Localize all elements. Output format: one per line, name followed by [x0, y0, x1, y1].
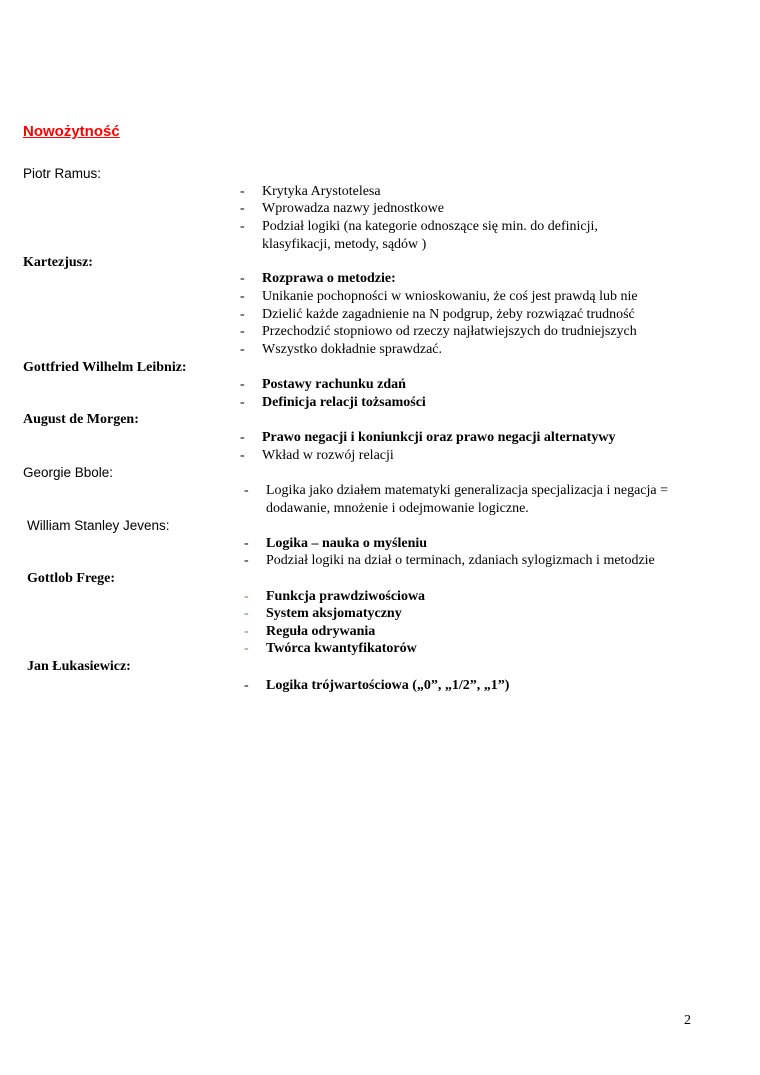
bullet-dash: -: [244, 553, 249, 568]
bullet-dash: -: [244, 589, 249, 604]
bullet-dash: -: [240, 377, 245, 392]
bullet-dash: -: [240, 271, 245, 286]
list-item-text: Logika – nauka o myśleniu: [266, 536, 428, 551]
list-item-text: Postawy rachunku zdań: [262, 377, 406, 392]
list-item-text: Reguła odrywania: [266, 624, 376, 639]
list-item: [242, 482, 702, 517]
list-item: [238, 288, 708, 306]
list-item-text: Prawo negacji i koniunkcji oraz prawo negacji alternatywy: [262, 430, 616, 445]
list-item: [238, 270, 708, 288]
person-name-piotr-ramus: Piotr Ramus:: [23, 166, 102, 181]
list-item: [242, 640, 712, 658]
list-item: [238, 376, 708, 394]
list-item: [242, 588, 712, 606]
list-item: [242, 623, 712, 641]
bullet-dash: -: [240, 201, 245, 216]
page-title: Nowożytność: [23, 123, 120, 140]
bullet-dash: -: [240, 324, 245, 339]
list-item: [238, 218, 658, 253]
list-item-text: System aksjomatyczny: [266, 606, 402, 621]
person-name-kartezjusz: Kartezjusz:: [23, 255, 93, 270]
list-item: [242, 677, 712, 695]
list-item: [238, 341, 708, 359]
list-item: [242, 535, 712, 553]
list-item-text: Unikanie pochopności w wnioskowaniu, że coś jest prawdą lub nie: [262, 289, 638, 304]
bullet-dash: -: [240, 395, 245, 410]
list-item: [238, 323, 708, 341]
list-item: [242, 605, 712, 623]
list-item-text: Twórca kwantyfikatorów: [266, 641, 417, 656]
list-item: [238, 447, 708, 465]
list-item-text: Wprowadza nazwy jednostkowe: [262, 201, 444, 216]
bullet-dash: -: [240, 307, 245, 322]
bullet-dash: -: [244, 624, 249, 639]
person-name-de-morgen: August de Morgen:: [23, 412, 139, 427]
list-item-text: Definicja relacji tożsamości: [262, 395, 426, 410]
list-item-text: Podział logiki na dział o terminach, zdaniach sylogizmach i metodzie: [266, 553, 655, 568]
bullet-dash: -: [240, 184, 245, 199]
bullet-dash: -: [240, 289, 245, 304]
list-item-text: Funkcja prawdziwościowa: [266, 589, 426, 604]
page-number: 2: [684, 1013, 691, 1028]
person-name-frege: Gottlob Frege:: [27, 571, 115, 586]
list-item-text: Rozprawa o metodzie:: [262, 271, 396, 286]
list-item: [238, 394, 708, 412]
bullet-dash: -: [244, 483, 249, 498]
person-name-bbole: Georgie Bbole:: [23, 465, 114, 480]
bullet-dash: -: [240, 342, 245, 357]
list-item-text: Przechodzić stopniowo od rzeczy najłatwiejszych do trudniejszych: [262, 324, 637, 339]
list-item-text: Podział logiki (na kategorie odnoszące się min. do definicji, klasyfikacji, metody, sądów ): [262, 219, 598, 252]
list-item: [238, 183, 698, 201]
bullet-dash: -: [240, 219, 245, 234]
list-item: [238, 306, 708, 324]
list-item-text: Logika trójwartościowa („0”, „1/2”, „1”): [266, 678, 510, 693]
bullet-dash: -: [244, 678, 249, 693]
bullet-dash: -: [244, 536, 249, 551]
bullet-dash: -: [240, 430, 245, 445]
bullet-dash: -: [244, 641, 249, 656]
list-item-text: Krytyka Arystotelesa: [262, 184, 381, 199]
list-item: [242, 552, 722, 570]
bullet-dash: -: [240, 448, 245, 463]
list-item: [238, 429, 708, 447]
bullet-dash: -: [244, 606, 249, 621]
list-item-text: Logika jako działem matematyki generalizacja specjalizacja i negacja = dodawanie, mnożenie i odejmowanie logiczne.: [266, 483, 669, 516]
list-item: [238, 200, 698, 218]
list-item-text: Wszystko dokładnie sprawdzać.: [262, 342, 442, 357]
person-name-jevens: William Stanley Jevens:: [27, 518, 170, 533]
person-name-leibniz: Gottfried Wilhelm Leibniz:: [23, 360, 187, 375]
person-name-lukasiewicz: Jan Łukasiewicz:: [27, 659, 131, 674]
list-item-text: Dzielić każde zagadnienie na N podgrup, żeby rozwiązać trudność: [262, 307, 635, 322]
list-item-text: Wkład w rozwój relacji: [262, 448, 394, 463]
